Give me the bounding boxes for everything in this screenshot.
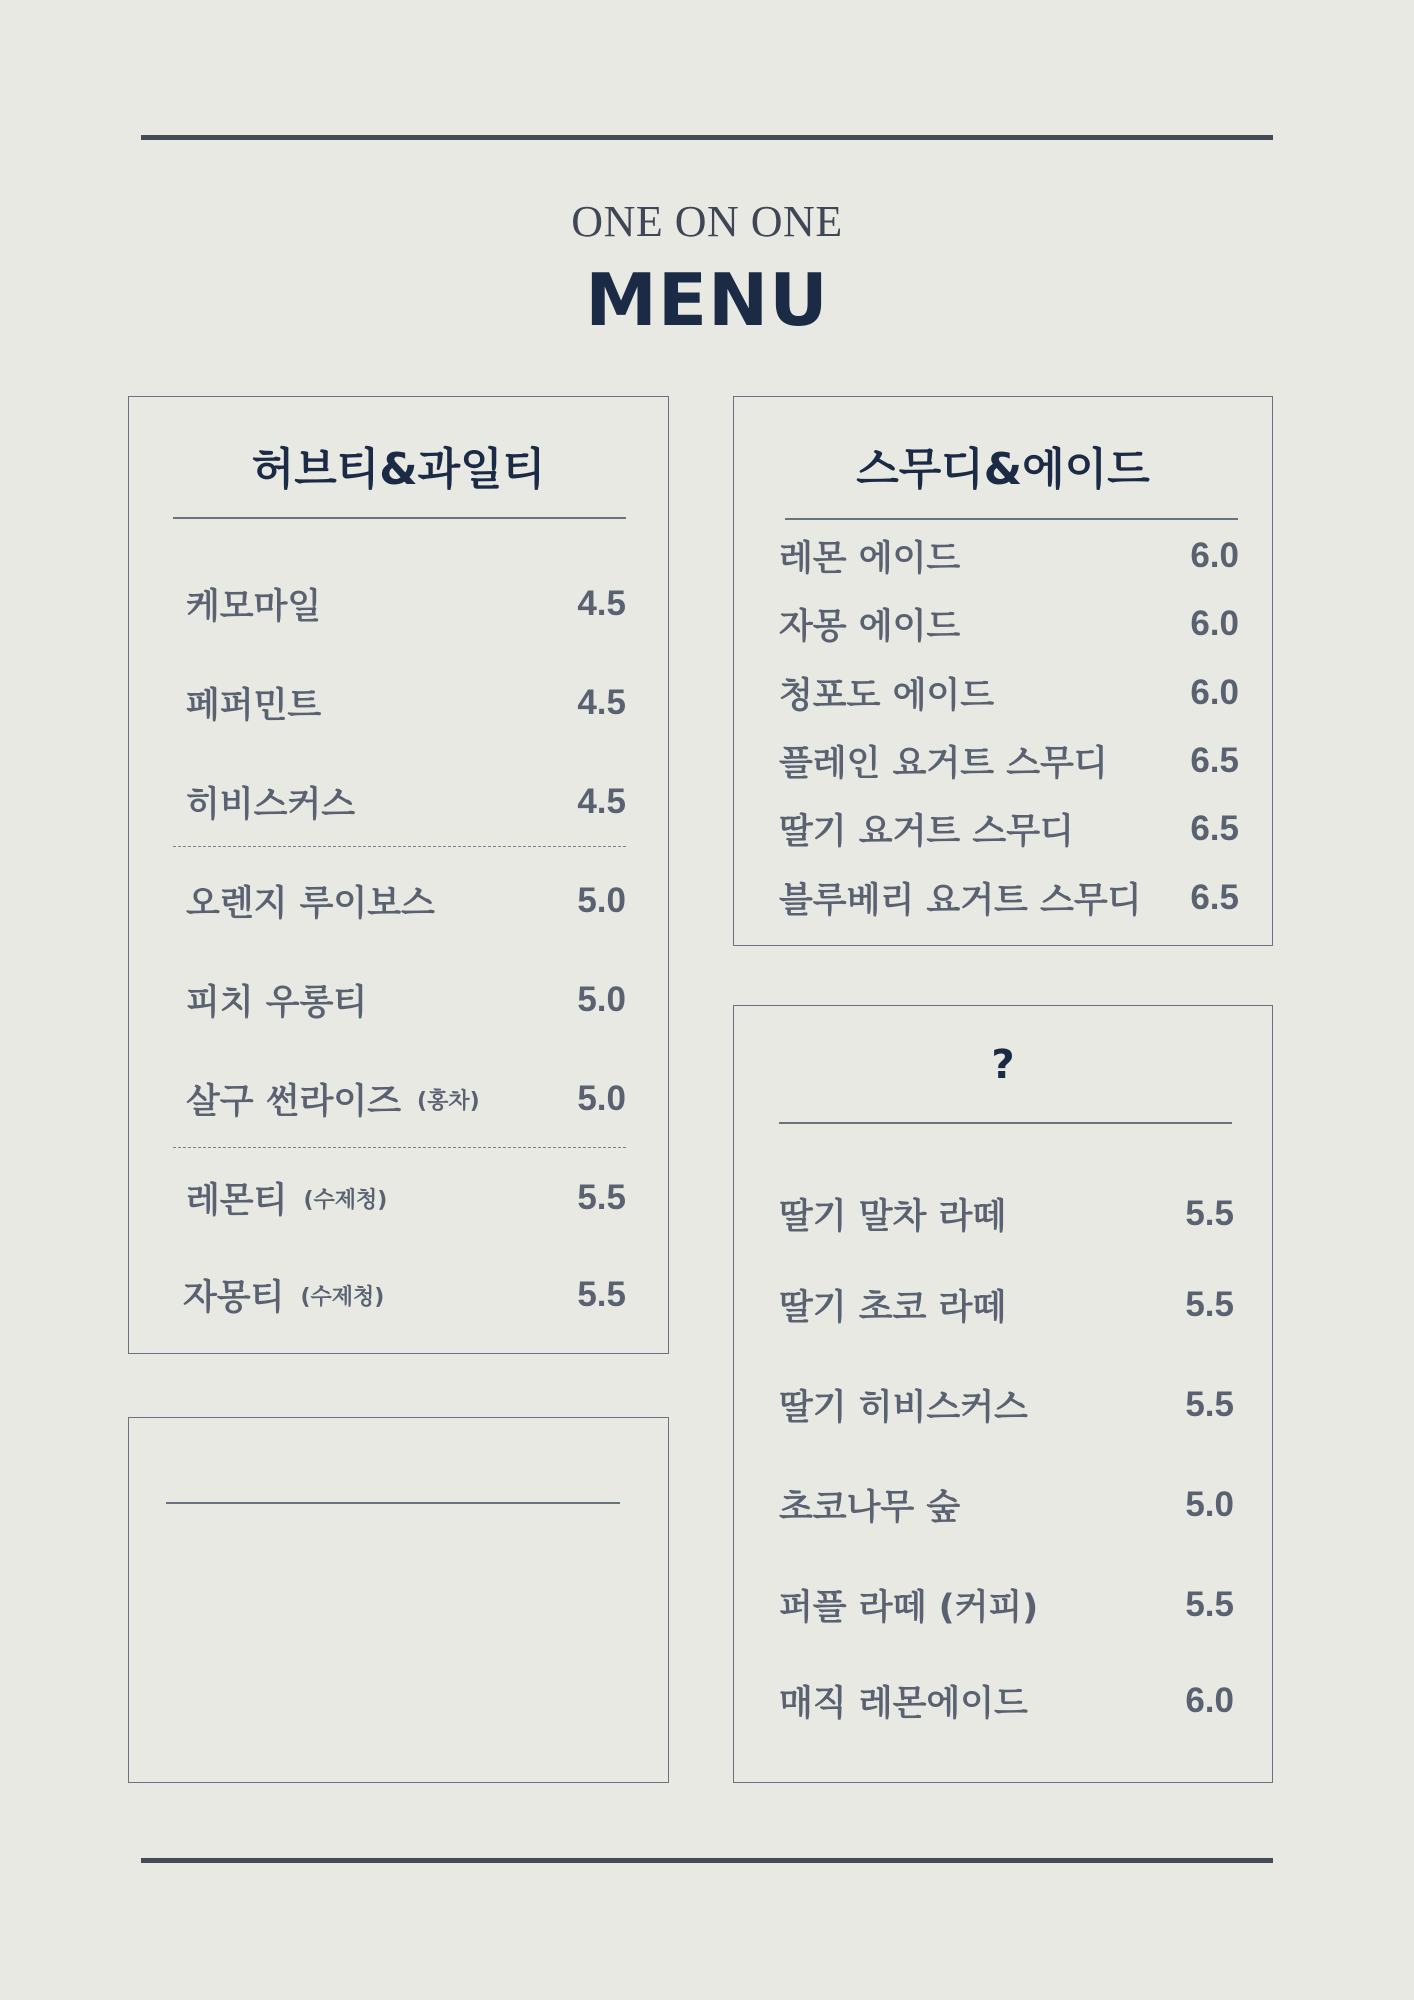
menu-item: [779, 668, 1239, 718]
brand-name: ONE ON ONE: [571, 197, 843, 246]
menu-item: [779, 1380, 1234, 1430]
item-name: 퍼플 라떼 (커피): [779, 1588, 1039, 1628]
item-price: 6.0: [1185, 1681, 1234, 1720]
item-name: 딸기 말차 라떼: [779, 1197, 1007, 1237]
herb-tea-section: [128, 396, 669, 1354]
item-price: 5.5: [1185, 1585, 1234, 1624]
section-divider: [166, 1502, 620, 1504]
item-price: 5.5: [577, 1275, 626, 1314]
item-name: 딸기 히비스커스: [779, 1388, 1028, 1428]
item-price: 6.0: [1190, 673, 1239, 712]
item-note: (수제청): [300, 1284, 385, 1310]
menu-item: [186, 579, 626, 629]
item-price: 5.5: [1185, 1285, 1234, 1324]
section-title: 허브티&과일티: [251, 444, 546, 495]
item-name: 페퍼민트: [186, 686, 322, 726]
menu-item: [186, 876, 626, 926]
menu-item: [779, 1189, 1234, 1239]
menu-item: [779, 531, 1239, 581]
menu-item: [186, 1173, 626, 1223]
menu-item: [186, 777, 626, 827]
item-price: 6.5: [1190, 809, 1239, 848]
item-name: 딸기 요거트 스무디: [779, 812, 1074, 852]
bottom-rule: [141, 1858, 1273, 1863]
item-price: 5.5: [1185, 1194, 1234, 1233]
group-divider: [173, 1147, 626, 1148]
item-name: 자몽 에이드: [779, 607, 961, 647]
section-divider: [785, 518, 1238, 520]
item-name: 케모마일: [186, 587, 322, 627]
item-name: 자몽티: [183, 1278, 285, 1318]
item-price: 5.5: [1185, 1385, 1234, 1424]
menu-item: [779, 599, 1239, 649]
item-price: 5.0: [1185, 1485, 1234, 1524]
menu-item: [779, 873, 1239, 923]
item-name: 살구 썬라이즈: [186, 1082, 402, 1122]
menu-item: [186, 678, 626, 728]
item-price: 5.0: [577, 881, 626, 920]
group-divider: [173, 846, 626, 847]
item-name: 딸기 초코 라떼: [779, 1288, 1007, 1328]
item-name: 히비스커스: [186, 785, 356, 825]
menu-item: [183, 1270, 626, 1320]
smoothie-ade-section: [733, 396, 1273, 946]
menu-item: [779, 804, 1239, 854]
menu-item: [186, 975, 626, 1025]
item-name: 블루베리 요거트 스무디: [779, 881, 1142, 921]
item-note: (수제청): [303, 1187, 388, 1213]
section-divider: [779, 1122, 1232, 1124]
item-note: (홍차): [417, 1088, 480, 1114]
item-name: 피치 우롱티: [186, 983, 368, 1023]
item-price: 4.5: [577, 782, 626, 821]
menu-item: [779, 1580, 1234, 1630]
item-name: 청포도 에이드: [779, 676, 995, 716]
item-name: 레몬 에이드: [779, 539, 961, 579]
special-section: [733, 1005, 1273, 1783]
empty-section: [128, 1417, 669, 1783]
item-price: 5.0: [577, 1079, 626, 1118]
section-title: ?: [991, 1042, 1015, 1088]
item-price: 5.0: [577, 980, 626, 1019]
item-price: 6.5: [1190, 878, 1239, 917]
section-divider: [173, 517, 626, 519]
menu-item: [779, 1480, 1234, 1530]
section-title: 스무디&에이드: [856, 444, 1150, 495]
item-price: 6.5: [1190, 741, 1239, 780]
item-price: 6.0: [1190, 604, 1239, 643]
menu-item: [779, 736, 1239, 786]
menu-item: [186, 1074, 626, 1124]
top-rule: [141, 135, 1273, 140]
item-price: 4.5: [577, 584, 626, 623]
item-price: 5.5: [577, 1178, 626, 1217]
item-name: 오렌지 루이보스: [186, 884, 435, 924]
item-name: 레몬티: [186, 1181, 288, 1221]
page-title: MENU: [585, 258, 829, 342]
item-price: 6.0: [1190, 536, 1239, 575]
item-name: 플레인 요거트 스무디: [779, 744, 1108, 784]
item-name: 매직 레몬에이드: [779, 1684, 1028, 1724]
item-price: 4.5: [577, 683, 626, 722]
menu-item: [779, 1280, 1234, 1330]
item-name: 초코나무 숲: [779, 1488, 961, 1528]
menu-item: [779, 1676, 1234, 1726]
